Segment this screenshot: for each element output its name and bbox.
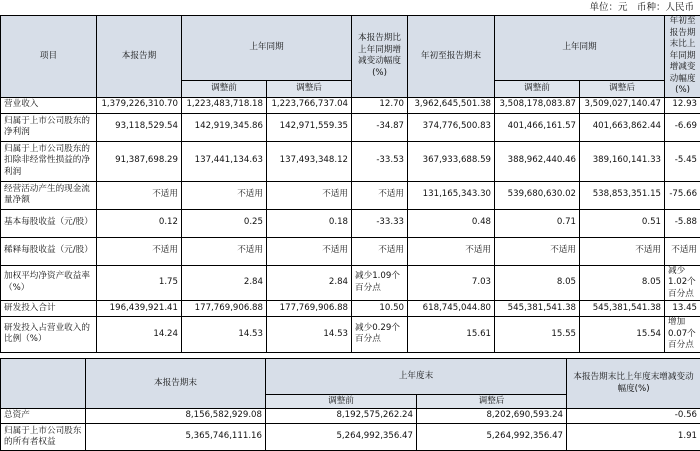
header-ytd-change-pct: 年初至报告期末比上年同期增减变动幅度(%) bbox=[665, 16, 700, 98]
cell-value: 8,156,582,929.08 bbox=[86, 409, 266, 424]
table-row bbox=[1, 317, 700, 353]
header-last-year: 上年同期 bbox=[182, 16, 352, 81]
cell-value: 不适用 bbox=[352, 237, 408, 265]
header-last-year-end: 上年度末 bbox=[266, 359, 567, 395]
header-before-adjustment: 调整前 bbox=[495, 80, 580, 97]
cell-value: 2.84 bbox=[267, 265, 352, 301]
table-row bbox=[1, 237, 700, 265]
row-label: 总资产 bbox=[1, 409, 86, 424]
row-label: 归属于上市公司股东的扣除非经常性损益的净利润 bbox=[1, 141, 97, 181]
cell-value: 15.55 bbox=[495, 317, 580, 353]
cell-value: 不适用 bbox=[408, 237, 495, 265]
cell-value: 137,493,348.12 bbox=[267, 141, 352, 181]
cell-value: 不适用 bbox=[97, 237, 182, 265]
cell-value: 减少1.09个百分点 bbox=[352, 265, 408, 301]
cell-value: 增加0.07个百分点 bbox=[665, 317, 700, 353]
cell-value: 177,769,906.88 bbox=[267, 301, 352, 317]
cell-value: 不适用 bbox=[97, 181, 182, 209]
cell-value: 8,192,575,262.24 bbox=[266, 409, 417, 424]
cell-value: 不适用 bbox=[267, 181, 352, 209]
cell-value: 不适用 bbox=[665, 237, 700, 265]
unit-currency-note: 单位：元 币种：人民币 bbox=[0, 0, 700, 16]
header-before-adjustment: 调整前 bbox=[182, 80, 267, 97]
header-last-year-ytd: 上年同期 bbox=[495, 16, 665, 81]
cell-value: 8,202,690,593.24 bbox=[417, 409, 567, 424]
cell-value: 131,165,343.30 bbox=[408, 181, 495, 209]
cell-value: 10.50 bbox=[352, 301, 408, 317]
row-label: 归属于上市公司股东的所有者权益 bbox=[1, 424, 86, 451]
cell-value: -34.87 bbox=[352, 113, 408, 141]
cell-value: 0.48 bbox=[408, 209, 495, 237]
cell-value: 137,441,134.63 bbox=[182, 141, 267, 181]
cell-value: 8.05 bbox=[580, 265, 665, 301]
header-blank bbox=[1, 359, 86, 409]
table-row bbox=[1, 409, 700, 424]
cell-value: 12.93 bbox=[665, 97, 700, 113]
cell-value: 367,933,688.59 bbox=[408, 141, 495, 181]
row-label: 基本每股收益（元/股） bbox=[1, 209, 97, 237]
cell-value: 91,387,698.29 bbox=[97, 141, 182, 181]
cell-value: 1.75 bbox=[97, 265, 182, 301]
cell-value: -0.56 bbox=[567, 409, 700, 424]
table-row bbox=[1, 265, 700, 301]
cell-value: 389,160,141.33 bbox=[580, 141, 665, 181]
cell-value: 618,745,044.80 bbox=[408, 301, 495, 317]
cell-value: 不适用 bbox=[580, 237, 665, 265]
cell-value: 0.71 bbox=[495, 209, 580, 237]
cell-value: 不适用 bbox=[267, 237, 352, 265]
cell-value: 545,381,541.38 bbox=[495, 301, 580, 317]
row-label: 营业收入 bbox=[1, 97, 97, 113]
cell-value: 减少1.02个百分点 bbox=[665, 265, 700, 301]
cell-value: 0.25 bbox=[182, 209, 267, 237]
header-before-adjustment: 调整前 bbox=[266, 395, 417, 409]
cell-value: 7.03 bbox=[408, 265, 495, 301]
cell-value: 401,663,862.44 bbox=[580, 113, 665, 141]
cell-value: 15.54 bbox=[580, 317, 665, 353]
cell-value: 不适用 bbox=[495, 237, 580, 265]
cell-value: 0.51 bbox=[580, 209, 665, 237]
row-label: 经营活动产生的现金流量净额 bbox=[1, 181, 97, 209]
cell-value: 545,381,541.38 bbox=[580, 301, 665, 317]
cell-value: 142,971,559.35 bbox=[267, 113, 352, 141]
table-row bbox=[1, 424, 700, 451]
header-after-adjustment: 调整后 bbox=[267, 80, 352, 97]
table-row bbox=[1, 141, 700, 181]
cell-value: 1,223,766,737.04 bbox=[267, 97, 352, 113]
row-label: 研发投入占营业收入的比例（%） bbox=[1, 317, 97, 353]
cell-value: 5,264,992,356.47 bbox=[266, 424, 417, 451]
cell-value: 401,466,161.57 bbox=[495, 113, 580, 141]
row-label: 加权平均净资产收益率（%） bbox=[1, 265, 97, 301]
cell-value: 93,118,529.54 bbox=[97, 113, 182, 141]
header-change-pct: 本报告期末比上年度末增减变动幅度(%) bbox=[567, 359, 700, 409]
cell-value: -5.45 bbox=[665, 141, 700, 181]
cell-value: 539,680,630.02 bbox=[495, 181, 580, 209]
cell-value: -75.66 bbox=[665, 181, 700, 209]
cell-value: -33.33 bbox=[352, 209, 408, 237]
header-after-adjustment: 调整后 bbox=[417, 395, 567, 409]
cell-value: 196,439,921.41 bbox=[97, 301, 182, 317]
cell-value: 减少0.29个百分点 bbox=[352, 317, 408, 353]
cell-value: -33.53 bbox=[352, 141, 408, 181]
cell-value: -5.88 bbox=[665, 209, 700, 237]
header-current-period: 本报告期 bbox=[97, 16, 182, 98]
cell-value: 不适用 bbox=[182, 181, 267, 209]
row-label: 研发投入合计 bbox=[1, 301, 97, 317]
cell-value: 14.24 bbox=[97, 317, 182, 353]
cell-value: 1,223,483,718.18 bbox=[182, 97, 267, 113]
table-row bbox=[1, 301, 700, 317]
key-financial-data-table bbox=[0, 15, 700, 353]
cell-value: 0.18 bbox=[267, 209, 352, 237]
cell-value: 14.53 bbox=[182, 317, 267, 353]
balance-sheet-summary-table bbox=[0, 358, 700, 451]
cell-value: 8.05 bbox=[495, 265, 580, 301]
row-label: 稀释每股收益（元/股） bbox=[1, 237, 97, 265]
cell-value: 374,776,500.83 bbox=[408, 113, 495, 141]
cell-value: 不适用 bbox=[182, 237, 267, 265]
cell-value: 142,919,345.86 bbox=[182, 113, 267, 141]
cell-value: -6.69 bbox=[665, 113, 700, 141]
cell-value: 177,769,906.88 bbox=[182, 301, 267, 317]
cell-value: 13.45 bbox=[665, 301, 700, 317]
table-row bbox=[1, 97, 700, 113]
header-after-adjustment: 调整后 bbox=[580, 80, 665, 97]
cell-value: 12.70 bbox=[352, 97, 408, 113]
cell-value: 388,962,440.46 bbox=[495, 141, 580, 181]
header-item: 项目 bbox=[1, 16, 97, 98]
cell-value: 1,379,226,310.70 bbox=[97, 97, 182, 113]
cell-value: 不适用 bbox=[352, 181, 408, 209]
cell-value: 14.53 bbox=[267, 317, 352, 353]
table-row bbox=[1, 181, 700, 209]
cell-value: 3,508,178,083.87 bbox=[495, 97, 580, 113]
cell-value: 15.61 bbox=[408, 317, 495, 353]
cell-value: 3,962,645,501.38 bbox=[408, 97, 495, 113]
cell-value: 1.91 bbox=[567, 424, 700, 451]
header-ytd: 年初至报告期末 bbox=[408, 16, 495, 98]
table-row bbox=[1, 209, 700, 237]
cell-value: 3,509,027,140.47 bbox=[580, 97, 665, 113]
header-change-pct: 本报告期比上年同期增减变动幅度(%) bbox=[352, 16, 408, 98]
cell-value: 0.12 bbox=[97, 209, 182, 237]
cell-value: 5,264,992,356.47 bbox=[417, 424, 567, 451]
table-row bbox=[1, 113, 700, 141]
cell-value: 2.84 bbox=[182, 265, 267, 301]
row-label: 归属于上市公司股东的净利润 bbox=[1, 113, 97, 141]
header-current-period-end: 本报告期末 bbox=[86, 359, 266, 409]
cell-value: 538,853,351.15 bbox=[580, 181, 665, 209]
cell-value: 5,365,746,111.16 bbox=[86, 424, 266, 451]
